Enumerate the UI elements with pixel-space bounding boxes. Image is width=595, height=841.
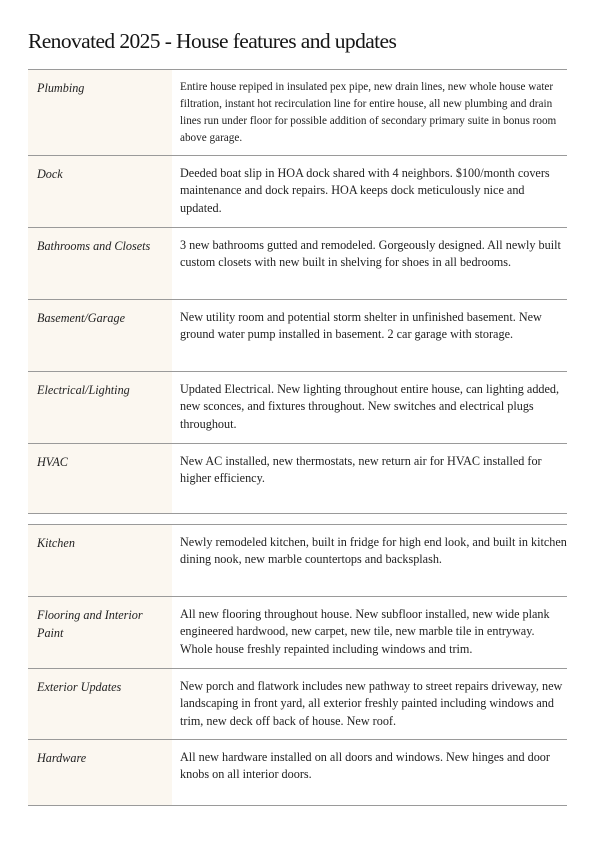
row-description: New AC installed, new thermostats, new return air for HVAC installed for higher efficiency. — [180, 454, 542, 486]
row-label: Kitchen — [28, 525, 172, 596]
table-row — [28, 371, 567, 443]
row-label: Bathrooms and Closets — [28, 228, 172, 299]
row-description: Entire house repiped in insulated pex pipe, new drain lines, new whole house water filtration, instant hot recirculation line for entire house, all new plumbing and drain lines run under floor for possible addition of secondary primary suite in bonus room above garage. — [180, 81, 557, 144]
row-label: Dock — [28, 156, 172, 227]
row-label: Exterior Updates — [28, 669, 172, 739]
row-label: Hardware — [28, 740, 172, 805]
table-row — [28, 739, 567, 806]
table-row — [28, 69, 567, 155]
table-gap — [28, 513, 567, 524]
row-label: Flooring and Interior Paint — [28, 597, 172, 668]
table-row — [28, 524, 567, 596]
row-label: Basement/Garage — [28, 300, 172, 371]
row-label: HVAC — [28, 444, 172, 513]
row-description: All new flooring throughout house. New subfloor installed, new wide plank engineered hardwood, new carpet, new tile, new marble tile in entryway. Whole house freshly repainted including windows and trim. — [180, 607, 550, 656]
row-description: Newly remodeled kitchen, built in fridge for high end look, and built in kitchen dining nook, new marble countertops and backsplash. — [180, 535, 567, 567]
row-label: Plumbing — [28, 70, 172, 155]
table-row — [28, 596, 567, 668]
row-description: New utility room and potential storm shelter in unfinished basement. New ground water pump installed in basement. 2 car garage with storage. — [180, 310, 542, 342]
row-description: New porch and flatwork includes new pathway to street repairs driveway, new landscaping in front yard, all exterior freshly painted including windows and trim, new deck off back of house. New roof. — [180, 679, 563, 728]
table-row — [28, 668, 567, 739]
row-description: Updated Electrical. New lighting throughout entire house, can lighting added, new sconces, and fixtures throughout. New switches and electrical plugs throughout. — [180, 382, 560, 431]
row-description: All new hardware installed on all doors and windows. New hinges and door knobs on all interior doors. — [180, 750, 550, 782]
table-row — [28, 299, 567, 371]
table-row — [28, 155, 567, 227]
table-row — [28, 443, 567, 513]
row-label: Electrical/Lighting — [28, 372, 172, 443]
row-description: 3 new bathrooms gutted and remodeled. Gorgeously designed. All newly built custom closets with new built in shelving for shoes in all bedrooms. — [180, 238, 561, 270]
row-description: Deeded boat slip in HOA dock shared with 4 neighbors. $100/month covers maintenance and dock repairs. HOA keeps dock meticulously nice and updated. — [180, 166, 550, 215]
features-table — [28, 69, 567, 806]
table-row — [28, 227, 567, 299]
page-title: Renovated 2025 - House features and updates — [28, 29, 397, 53]
